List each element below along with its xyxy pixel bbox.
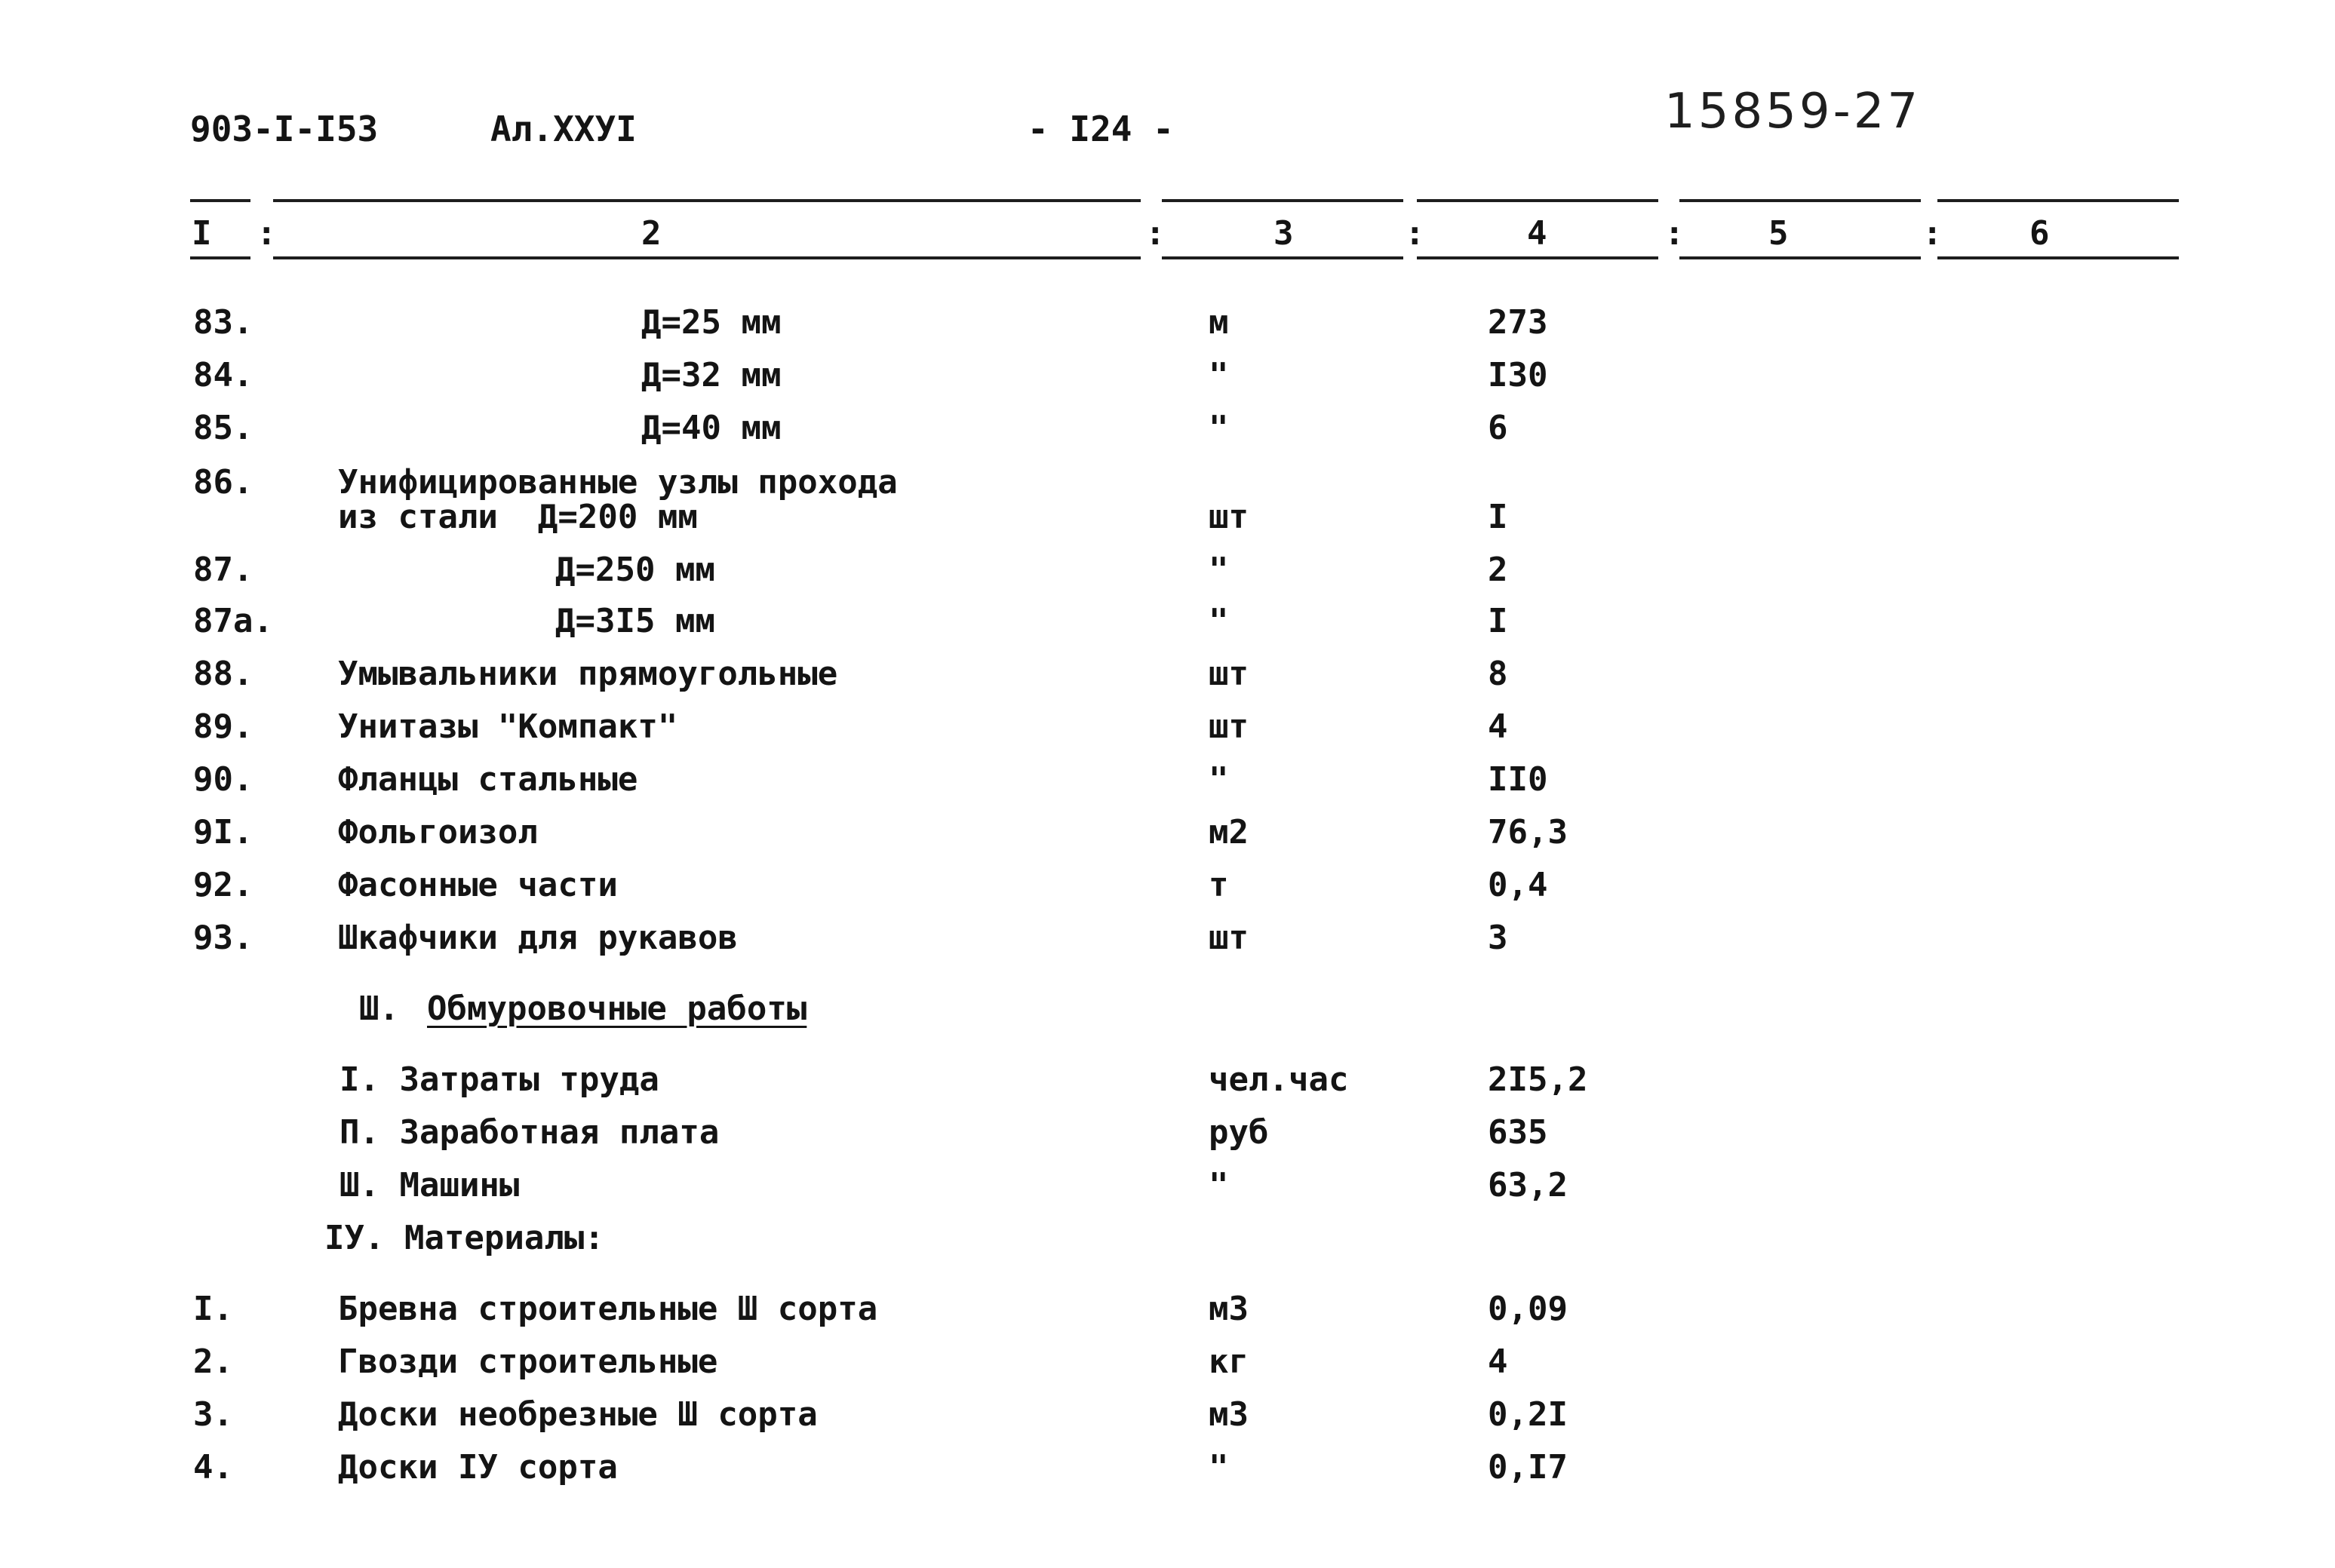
item-unit: " [1209,551,1229,589]
item-unit: м [1209,303,1229,342]
header-rule-top-col5 [1679,199,1921,202]
item-quantity: 76,3 [1488,813,1568,852]
item-name-continued: из стали Д=200 мм [338,498,698,536]
row-number: 2. [193,1342,233,1381]
column-separator: : [1664,214,1685,253]
item-unit: шт [1209,655,1249,693]
summary-unit: " [1209,1166,1229,1204]
item-name: Унифицированные узлы прохода [338,463,898,502]
row-number: 4. [193,1448,233,1487]
item-quantity: 6 [1488,409,1508,447]
column-header-5: 5 [1768,214,1789,253]
header-rule-bottom-col2 [273,256,1141,259]
row-number: 92. [193,866,253,904]
item-unit: т [1209,866,1229,904]
material-quantity: 4 [1488,1342,1508,1381]
summary-label: Ш. Машины [339,1166,520,1204]
item-quantity: II0 [1488,760,1548,799]
item-name: Фасонные части [338,866,618,904]
material-quantity: 0,2I [1488,1395,1568,1434]
item-unit: шт [1209,498,1249,536]
column-header-4: 4 [1527,214,1547,253]
row-number: 89. [193,707,253,746]
column-separator: : [1405,214,1425,253]
summary-quantity: 2I5,2 [1488,1060,1588,1099]
item-quantity: 8 [1488,655,1508,693]
item-name: Шкафчики для рукавов [338,919,738,957]
column-header-6: 6 [2029,214,2050,253]
header-rule-bottom-col1 [190,256,250,259]
column-separator: : [257,214,277,253]
item-name: Унитазы "Компакт" [338,707,678,746]
column-separator: : [1145,214,1166,253]
header-rule-bottom-col5 [1679,256,1921,259]
row-number: 93. [193,919,253,957]
column-header-1: I [192,214,212,253]
item-quantity: I30 [1488,356,1548,394]
summary-unit: чел.час [1209,1060,1349,1099]
material-name: Доски IУ сорта [338,1448,618,1487]
item-unit: " [1209,409,1229,447]
item-quantity: 273 [1488,303,1548,342]
item-name: Д=25 мм [641,303,782,342]
summary-label: IУ. Материалы: [324,1219,604,1257]
header-rule-bottom-col3 [1162,256,1403,259]
summary-label: П. Заработная плата [339,1113,720,1152]
material-unit: кг [1209,1342,1249,1381]
column-separator: : [1922,214,1943,253]
section-number: Ш. [359,990,399,1028]
row-number: I. [193,1290,233,1328]
header-rule-top-col6 [1937,199,2179,202]
item-name: Д=32 мм [641,356,782,394]
summary-quantity: 635 [1488,1113,1548,1152]
material-unit: м3 [1209,1290,1249,1328]
item-unit: шт [1209,919,1249,957]
item-quantity: I [1488,602,1508,640]
summary-label: I. Затраты труда [339,1060,659,1099]
row-number: 88. [193,655,253,693]
item-name: Фланцы стальные [338,760,638,799]
item-quantity: 4 [1488,707,1508,746]
row-number: 85. [193,409,253,447]
section-title: Обмуровочные работы [427,990,807,1028]
item-unit: " [1209,602,1229,640]
item-quantity: 0,4 [1488,866,1548,904]
material-quantity: 0,I7 [1488,1448,1568,1487]
column-header-2: 2 [641,214,662,253]
row-number: 3. [193,1395,233,1434]
header-rule-top-col4 [1417,199,1658,202]
column-header-3: 3 [1273,214,1294,253]
page-number: - I24 - [1028,109,1174,149]
item-name: Д=40 мм [641,409,782,447]
material-quantity: 0,09 [1488,1290,1568,1328]
header-rule-bottom-col4 [1417,256,1658,259]
row-number: 87а. [193,602,273,640]
item-name: Д=3I5 мм [555,602,715,640]
material-unit: м3 [1209,1395,1249,1434]
item-unit: " [1209,760,1229,799]
material-unit: " [1209,1448,1229,1487]
document-code: 903-I-I53 [190,109,379,149]
material-name: Бревна строительные Ш сорта [338,1290,878,1328]
row-number: 90. [193,760,253,799]
row-number: 86. [193,463,253,502]
material-name: Доски необрезные Ш сорта [338,1395,818,1434]
summary-unit: руб [1209,1113,1269,1152]
item-quantity: I [1488,498,1508,536]
header-rule-bottom-col6 [1937,256,2179,259]
header-rule-top-col1 [190,199,250,202]
row-number: 9I. [193,813,253,852]
item-unit: " [1209,356,1229,394]
item-name: Фольгоизол [338,813,538,852]
material-name: Гвозди строительные [338,1342,718,1381]
item-unit: м2 [1209,813,1249,852]
item-name: Д=250 мм [555,551,715,589]
handwritten-sheet-number: 15859-27 [1664,84,1922,140]
item-quantity: 2 [1488,551,1508,589]
row-number: 84. [193,356,253,394]
header-rule-top-col2 [273,199,1141,202]
item-unit: шт [1209,707,1249,746]
row-number: 87. [193,551,253,589]
item-name: Умывальники прямоугольные [338,655,838,693]
item-quantity: 3 [1488,919,1508,957]
header-rule-top-col3 [1162,199,1403,202]
album-number: Ал.XXУI [490,109,637,149]
summary-quantity: 63,2 [1488,1166,1568,1204]
row-number: 83. [193,303,253,342]
